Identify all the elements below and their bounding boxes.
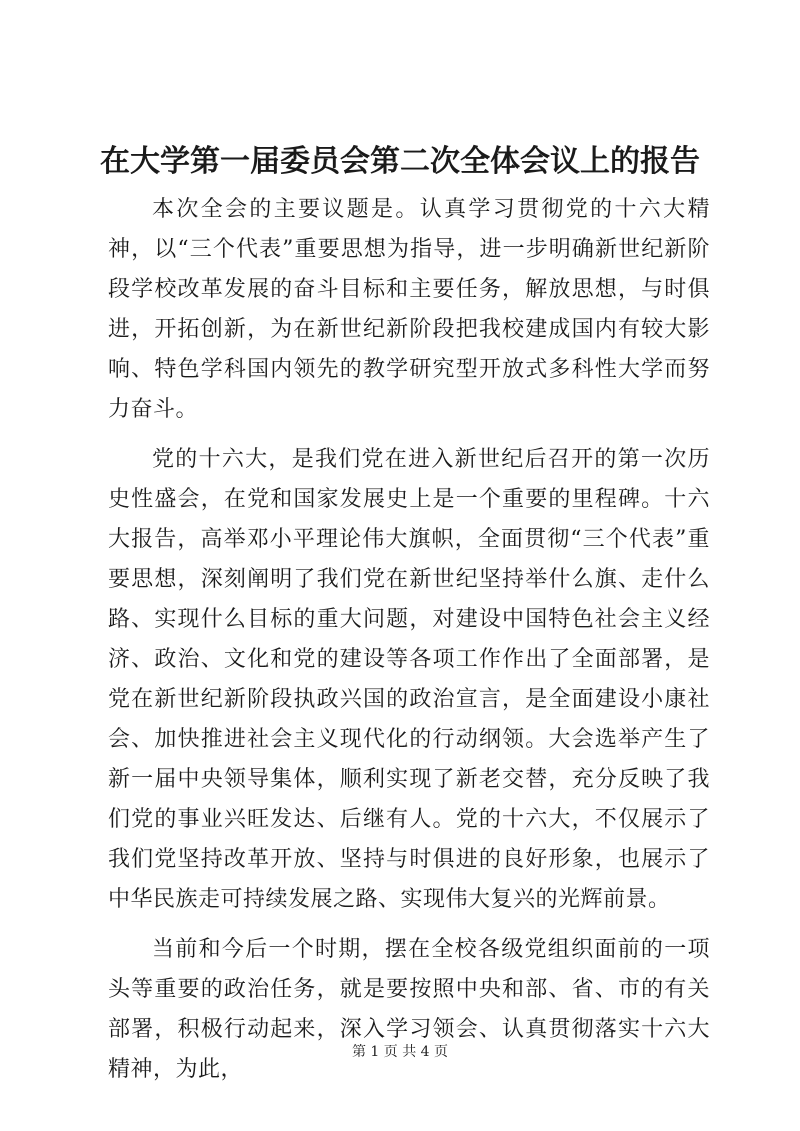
document-body — [108, 190, 710, 1100]
paragraph-1: 本次全会的主要议题是。认真学习贯彻党的十六大精神，以“三个代表”重要思想为指导，进一步明确新世纪新阶段学校改革发展的奋斗目标和主要任务，解放思想，与时俱进，开拓创新，为在新世纪新阶段把我校建成国内有较大影响、特色学科国内领先的教学研究型开放式多科性大学而努力奋斗。 — [108, 197, 710, 422]
page-number-footer: 第 1 页 共 4 页 — [351, 1044, 449, 1060]
paragraph-3: 当前和今后一个时期，摆在全校各级党组织面前的一项头等重要的政治任务，就是要按照中央和部、省、市的有关部署，积极行动起来，深入学习领会、认真贯彻落实十六大精神，为此， — [108, 937, 710, 1082]
document-title: 在大学第一届委员会第二次全体会议上的报告 — [100, 144, 700, 179]
paragraph-2: 党的十六大，是我们党在进入新世纪后召开的第一次历史性盛会，在党和国家发展史上是一个重要的里程碑。十六大报告，高举邓小平理论伟大旗帜，全面贯彻“三个代表”重要思想，深刻阐明了我们党在新世纪坚持举什么旗、走什么路、实现什么目标的重大问题，对建设中国特色社会主义经济、政治、文化和党的建设等各项工作作出了全面部署，是党在新世纪新阶段执政兴国的政治宣言，是全面建设小康社会、加快推进社会主义现代化的行动纲领。大会选举产生了新一届中央领导集体，顺利实现了新老交替，充分反映了我们党的事业兴旺发达、后继有人。党的十六大，不仅展示了我们党坚持改革开放、坚持与时俱进的良好形象，也展示了中华民族走可持续发展之路、实现伟大复兴的光辉前景。 — [108, 447, 710, 912]
